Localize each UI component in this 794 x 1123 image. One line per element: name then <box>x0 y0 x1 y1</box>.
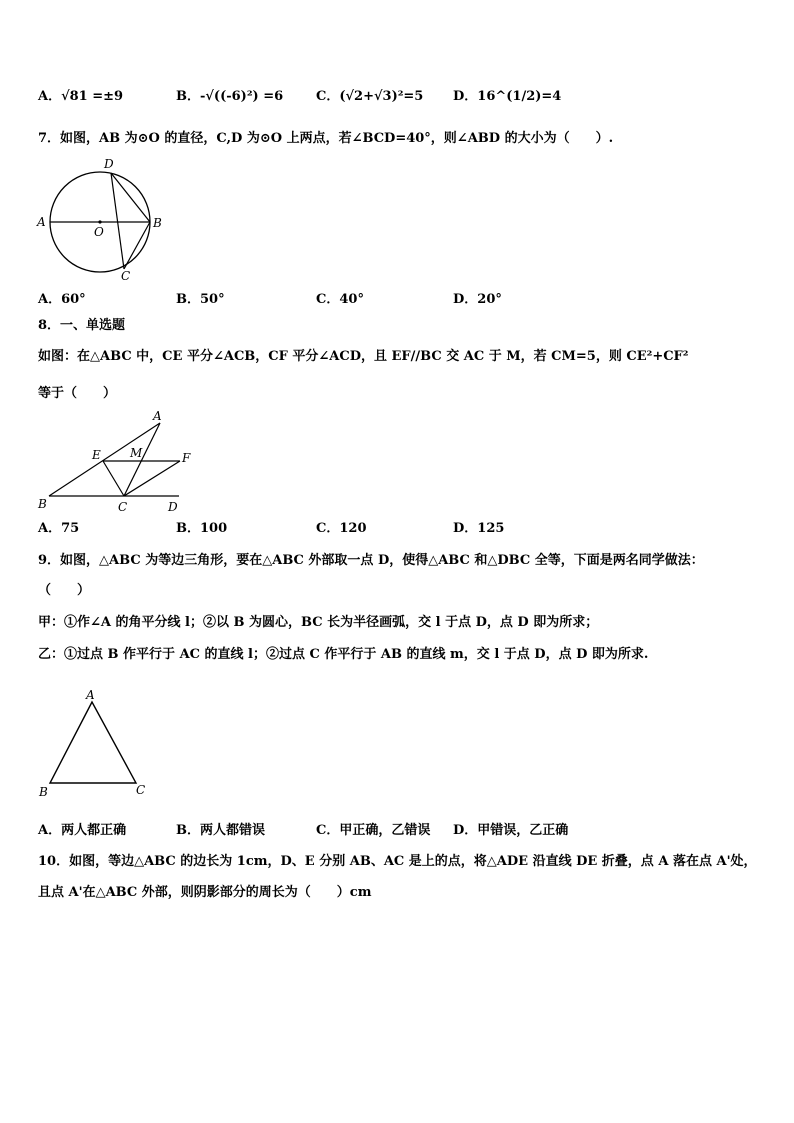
q8-triangle-figure <box>34 408 204 518</box>
q9-option-b: B．两人都错误 <box>176 823 265 838</box>
q7-label-d: D <box>104 157 114 171</box>
q9-label-c: C <box>136 783 146 797</box>
q9-option-a: A．两人都正确 <box>38 823 127 838</box>
q9-label-a: A <box>86 688 95 702</box>
q8-label-f: F <box>182 451 191 465</box>
q7-label-c: C <box>121 269 131 283</box>
q8-label-m: M <box>130 446 143 460</box>
q8-label-e: E <box>92 448 101 462</box>
q6-option-c: C．(√2+√3)²=5 <box>316 89 424 104</box>
q8-stem-line2: 等于（ ） <box>38 386 117 401</box>
q9-option-d: D．甲错误，乙正确 <box>453 823 569 838</box>
q9-stem-line2: （ ） <box>38 583 91 598</box>
q8-label-b: B <box>38 497 47 511</box>
q7-option-a: A．60° <box>38 292 86 307</box>
q9-label-b: B <box>39 785 48 799</box>
q7-label-b: B <box>153 216 162 230</box>
q9-stem-line1: 9．如图，△ABC 为等边三角形，要在△ABC 外部取一点 D，使得△ABC 和△DBC 全等，下面是两名同学做法： <box>38 553 704 568</box>
q10-stem-line1: 10．如图，等边△ABC 的边长为 1cm，D、E 分别 AB、AC 是上的点，将△ADE 沿直线 DE 折叠，点 A 落在点 A'处， <box>38 854 757 869</box>
q8-option-a: A．75 <box>38 521 80 536</box>
q8-label-d: D <box>168 500 178 514</box>
q8-header: 8．一、单选题 <box>38 318 126 333</box>
q8-option-d: D．125 <box>453 521 505 536</box>
q8-label-c: C <box>118 500 128 514</box>
q8-option-b: B．100 <box>176 521 228 536</box>
q10-stem-line2: 且点 A'在△ABC 外部，则阴影部分的周长为（ ）cm <box>38 885 372 900</box>
q8-option-c: C．120 <box>316 521 367 536</box>
q7-option-d: D．20° <box>453 292 502 307</box>
q6-option-d: D．16^(1/2)=4 <box>453 89 562 104</box>
q9-jia-method: 甲：①作∠A 的角平分线 l；②以 B 为圆心，BC 长为半径画弧，交 l 于点 D，点 D 即为所求； <box>38 615 599 630</box>
q7-label-o: O <box>94 225 104 239</box>
q7-circle-figure <box>34 154 164 284</box>
q6-option-a: A．√81 =±9 <box>38 89 124 104</box>
q7-stem: 7．如图，AB 为⊙O 的直径，C,D 为⊙O 上两点，若∠BCD=40°，则∠ABD 的大小为（ ）. <box>38 131 614 146</box>
q9-option-c: C．甲正确，乙错误 <box>316 823 431 838</box>
q7-label-a: A <box>37 215 46 229</box>
q9-triangle-figure <box>34 688 164 803</box>
q9-yi-method: 乙：①过点 B 作平行于 AC 的直线 l；②过点 C 作平行于 AB 的直线 m，交 l 于点 D，点 D 即为所求. <box>38 647 649 662</box>
q8-label-a: A <box>153 409 162 423</box>
q6-option-b: B．-√((-6)²) =6 <box>176 89 284 104</box>
q8-stem-line1: 如图：在△ABC 中，CE 平分∠ACB，CF 平分∠ACD，且 EF//BC 交 AC 于 M，若 CM=5，则 CE²+CF² <box>38 349 689 364</box>
q7-option-b: B．50° <box>176 292 225 307</box>
q7-option-c: C．40° <box>316 292 364 307</box>
